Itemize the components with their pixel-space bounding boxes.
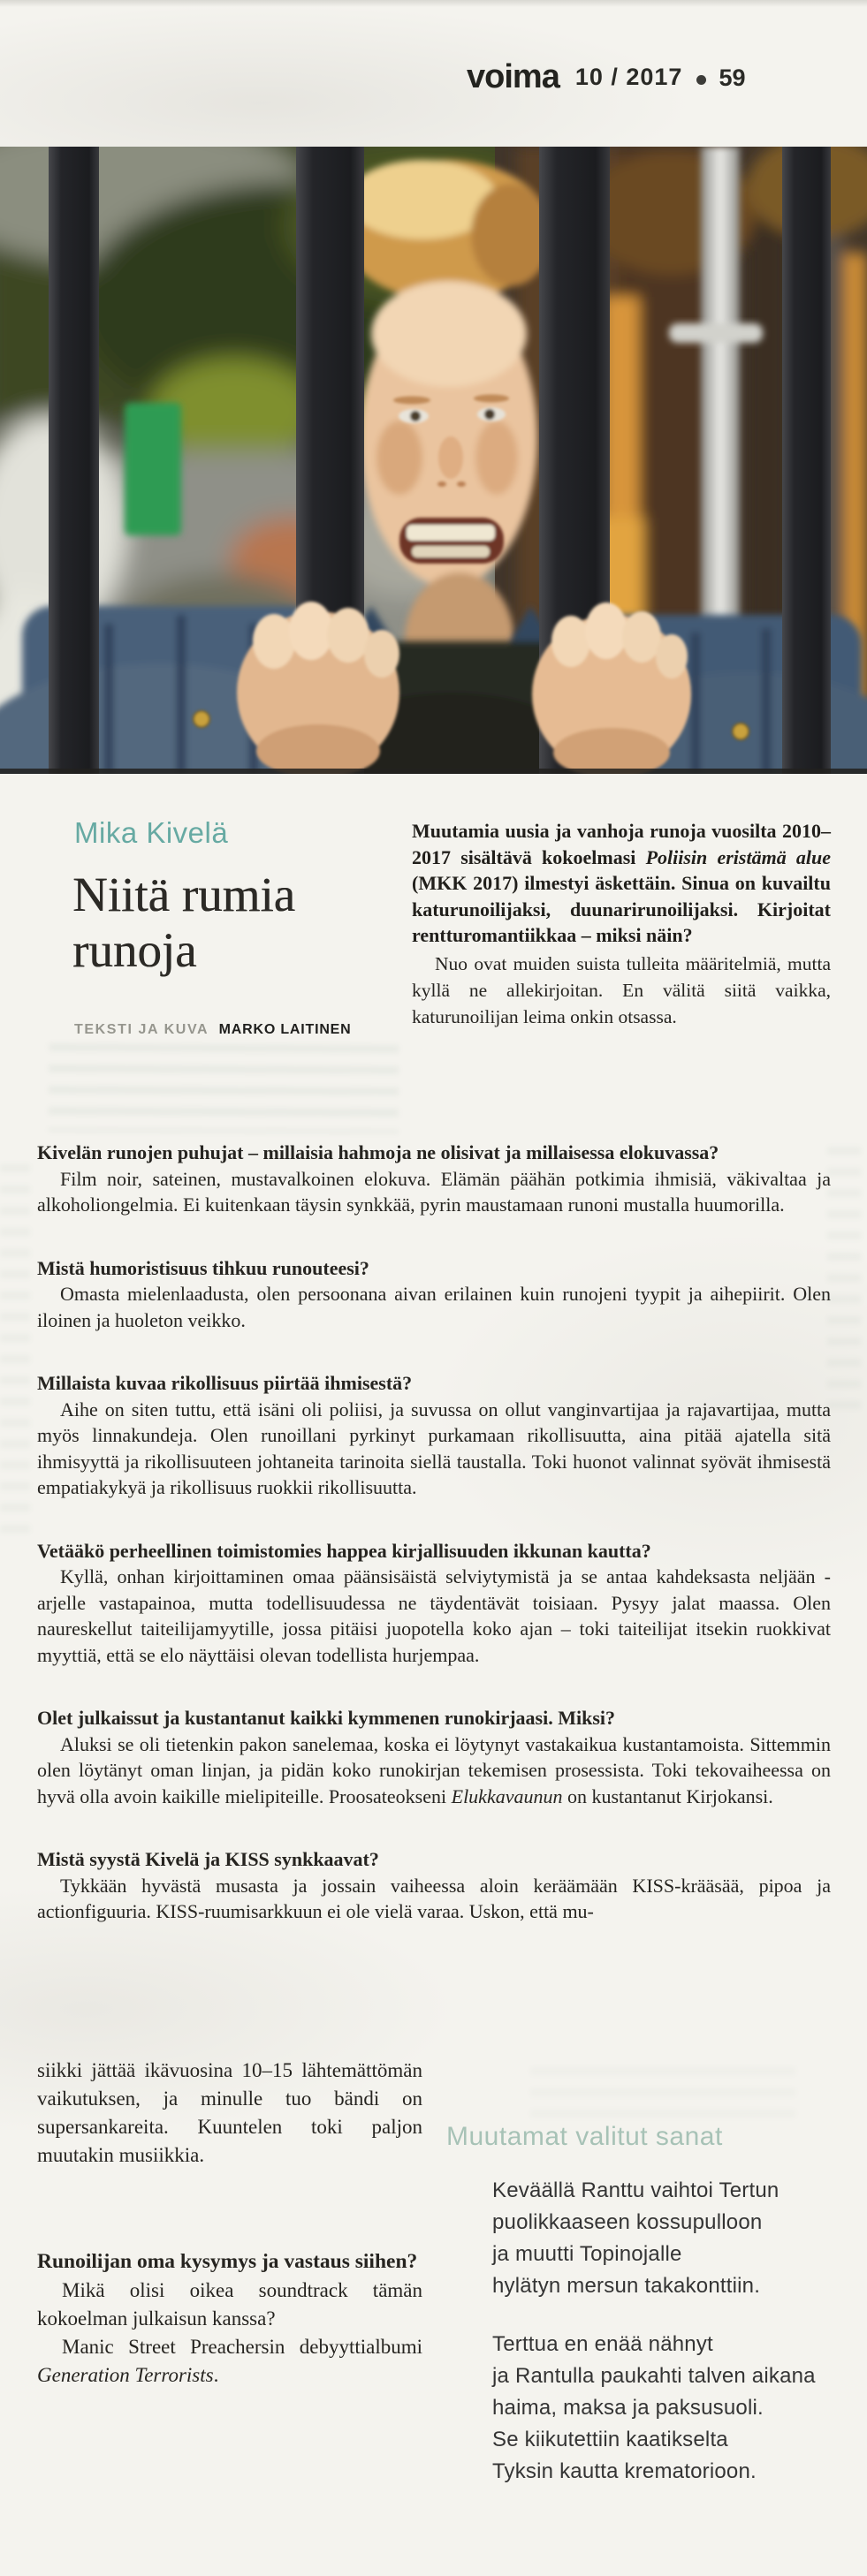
lead-question-text: Muutamia uusia ja vanhoja runoja vuosilta 2010–2017 sisältävä kokoelmasi: [412, 820, 831, 868]
question-7: Runoilijan oma kysymys ja vastaus siihen?: [37, 2250, 418, 2273]
lead-column: [412, 818, 831, 1030]
bleed-through-ghost: [530, 2067, 795, 2120]
poem-line: Tyksin kautta krematorioon.: [492, 2459, 757, 2483]
answer-7-line1: Mikä olisi oikea soundtrack tämän kokoelman julkaisun kanssa?: [37, 2279, 422, 2330]
answer-7-line2: [37, 2333, 422, 2390]
poem-line: haima, maksa ja paksusuoli.: [492, 2396, 764, 2420]
answer-6-wide: Tykkään hyvästä musasta ja jossain vaiheessa aloin keräämään KISS-krääsää, pipoa ja actionfiguuria. KISS-ruumisarkkuun ei ole vielä varaa. Uskon, että mu-: [37, 1874, 831, 1922]
issue-number: 10 / 2017: [574, 63, 683, 90]
book-title-italic: Poliisin eristämä alue: [645, 845, 831, 868]
page-header: [467, 60, 745, 94]
answer-7-period: .: [213, 2364, 219, 2386]
answer-6-narrow: siikki jättää ikävuosina 10–15 lähtemättömän vaikutuksen, ja minulle tuo bändi on supersankareita. Kuuntelen toki paljon muutakin musiikkia.: [37, 2059, 422, 2166]
page-number: 59: [719, 64, 746, 91]
byline-label: TEKSTI JA KUVA: [74, 1022, 209, 1037]
poem-line: puolikkaaseen kossupulloon: [492, 2210, 763, 2234]
album-title-italic: Generation Terrorists: [37, 2364, 214, 2386]
answer-7-text: Manic Street Preachersin debyyttialbumi: [62, 2336, 422, 2358]
poem-line: Terttua en enää nähnyt: [492, 2332, 713, 2356]
poem-line: ja muutti Topinojalle: [492, 2242, 682, 2266]
poem-sidebar: [446, 2122, 846, 2488]
header-dot-icon: [696, 75, 706, 85]
question-3: Millaista kuvaa rikollisuus piirtää ihmisestä?: [37, 1372, 413, 1394]
article-title: [72, 867, 295, 978]
poem-line: Keväällä Ranttu vaihtoi Tertun: [492, 2178, 780, 2202]
poem-line: ja Rantulla paukahti talven aikana: [492, 2364, 816, 2388]
lead-question-text2: (MKK 2017) ilmestyi äskettäin. Sinua on kuvailtu katurunoilijaksi, duunarirunoilijaksi. Kirjoitat rentturomantiikkaa – miksi näin?: [412, 872, 831, 946]
lead-question: [412, 818, 831, 949]
answer-5: [37, 1731, 831, 1810]
answer-5-text: Aluksi se oli tietenkin pakon sanelemaa, koska ei löytynyt vastakaikua kustantamoista. Sittemmin olen löytänyt oman linjan, ja pidän koko runokirjan tekemisen prosessista. Toki tekovaiheessa on hyvä olla avoin kaikille mielipiteille. Proosateokseni: [37, 1732, 831, 1807]
poem-heading: Muutamat valitut sanat: [446, 2122, 723, 2151]
bleed-through-ghost: [49, 1043, 399, 1133]
magazine-logo: voima: [467, 58, 559, 95]
answer-5-text2: on kustantanut Kirjokansi.: [567, 1784, 773, 1807]
bleed-through-ghost: [0, 1164, 30, 1544]
answer-2: Omasta mielenlaadusta, olen persoonana aivan erilainen kuin runojeni tyypit ja aihepiirit. Olen iloinen ja huoleton veikko.: [37, 1283, 831, 1331]
qa-section: [37, 1140, 831, 1925]
poem-body: [492, 2175, 846, 2488]
article-title-line2: runoja: [72, 923, 197, 977]
question-4: Vetääkö perheellinen toimistomies happea kirjallisuuden ikkunan kautta?: [37, 1539, 651, 1562]
answer-3: Aihe on siten tuttu, että isäni oli poliisi, ja suvussa on ollut vanginvartijaa ja rajavartijaa, mutta myös linnakundeja. Olen runoillani pyrkinyt purkamaan rikollisuutta, aina pitää ajatella sitä ihmisyyttä ja rikollisuuteen johtaneita tarinoita siellä taustalla. Toki huonot valinnat syövät ihmisestä empatiakykyä ja rikollisuus ruokkii rikollisuutta.: [37, 1398, 831, 1498]
question-2: Mistä humoristisuus tihkuu runouteesi?: [37, 1256, 369, 1279]
author-name: Mika Kivelä: [74, 816, 229, 849]
poem-line: Se kiikutettiin kaatikselta: [492, 2428, 728, 2451]
question-1: Kivelän runojen puhujat – millaisia hahmoja ne olisivat ja millaisessa elokuvassa?: [37, 1141, 719, 1163]
byline-name: MARKO LAITINEN: [218, 1022, 352, 1037]
question-6: Mistä syystä Kivelä ja KISS synkkaavat?: [37, 1848, 379, 1870]
bleed-through-ghost: [827, 1147, 861, 1421]
left-column: [37, 2057, 422, 2390]
answer-4: Kyllä, onhan kirjoittaminen omaa päänsisäistä selviytymistä ja se antaa kahdeksasta neljään -arjelle vastapainoa, mutta todellisuudessa ne täydentävät toisiaan. Pysyy jalat maassa. Olen naureskellut taiteilijamyytille, jossa pitäisi juopotella koko ajan – toki taiteilijat itsekin ruokkivat myyttiä, että se elo näyttäisi olevan todellista hurjempaa.: [37, 1565, 831, 1666]
article-title-line1: Niitä rumia: [72, 868, 296, 921]
scan-edge: [0, 0, 867, 7]
question-5: Olet julkaissut ja kustantanut kaikki kymmenen runokirjaasi. Miksi?: [37, 1707, 616, 1729]
poem-line: hylätyn mersun takakonttiin.: [492, 2274, 761, 2298]
lead-answer: Nuo ovat muiden suista tulleita määritelmiä, mutta kyllä ne allekirjoitan. En välitä siitä vaikka, katurunoilijan leima onkin otsassa.: [412, 952, 831, 1027]
man-behind-bars-illustration: [0, 147, 867, 774]
article-photo: [0, 147, 867, 774]
answer-1: Film noir, sateinen, mustavalkoinen elokuva. Elämän päähän potkimia ihmisiä, väkivaltaa ja alkoholiongelmia. Ei kuitenkaan täysin synkkää, pyrin maustamaan runoni mustalla huumorilla.: [37, 1167, 831, 1216]
book-title-italic: Elukkavaunun: [451, 1784, 563, 1807]
byline: [74, 1022, 352, 1038]
